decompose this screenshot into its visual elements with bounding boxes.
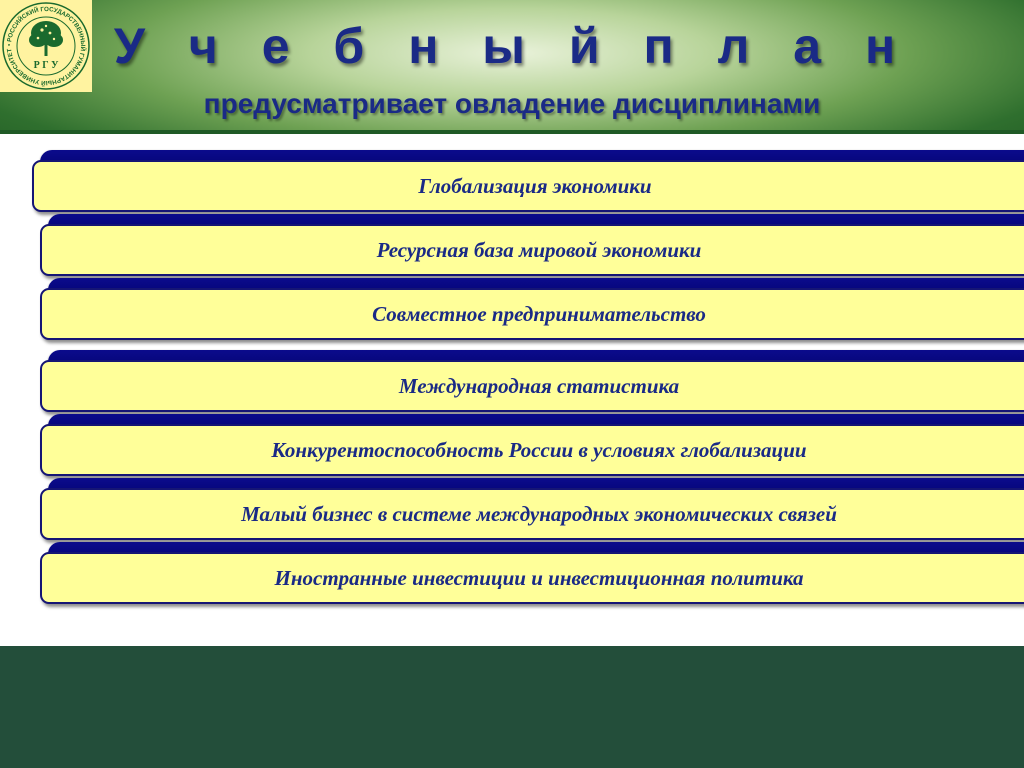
header-banner [0, 0, 1024, 133]
discipline-item [40, 542, 1024, 604]
discipline-box [40, 552, 1024, 604]
discipline-box [40, 224, 1024, 276]
discipline-label: Международная статистика [398, 373, 680, 398]
discipline-label: Ресурсная база мировой экономики [376, 237, 702, 262]
discipline-label: Малый бизнес в системе международных экономических связей [241, 501, 837, 526]
discipline-item [40, 414, 1024, 476]
page-subtitle: предусматривает овладение дисциплинами [203, 88, 821, 119]
discipline-box [40, 360, 1024, 412]
discipline-item [40, 278, 1024, 340]
discipline-item [40, 350, 1024, 412]
discipline-box [32, 160, 1024, 212]
discipline-label: Глобализация экономики [418, 173, 652, 198]
discipline-label: Конкурентоспособность России в условиях глобализации [271, 437, 807, 462]
discipline-box [40, 488, 1024, 540]
page-title: У ч е б н ы й п л а н [113, 18, 911, 74]
header-divider [0, 130, 1024, 134]
logo-ring-text: • РОССИЙСКИЙ ГОСУДАРСТВЕННЫЙ ГУМАНИТАРНЫЙ УНИВЕРСИТЕТ [5, 5, 87, 87]
discipline-box [40, 288, 1024, 340]
discipline-item [40, 478, 1024, 540]
discipline-item [40, 214, 1024, 276]
discipline-box [40, 424, 1024, 476]
footer-band [0, 646, 1024, 768]
discipline-item [32, 150, 1024, 212]
discipline-label: Иностранные инвестиции и инвестиционная политика [274, 565, 804, 590]
discipline-label: Совместное предпринимательство [372, 301, 706, 326]
logo-monogram: Р Г У [33, 60, 59, 71]
